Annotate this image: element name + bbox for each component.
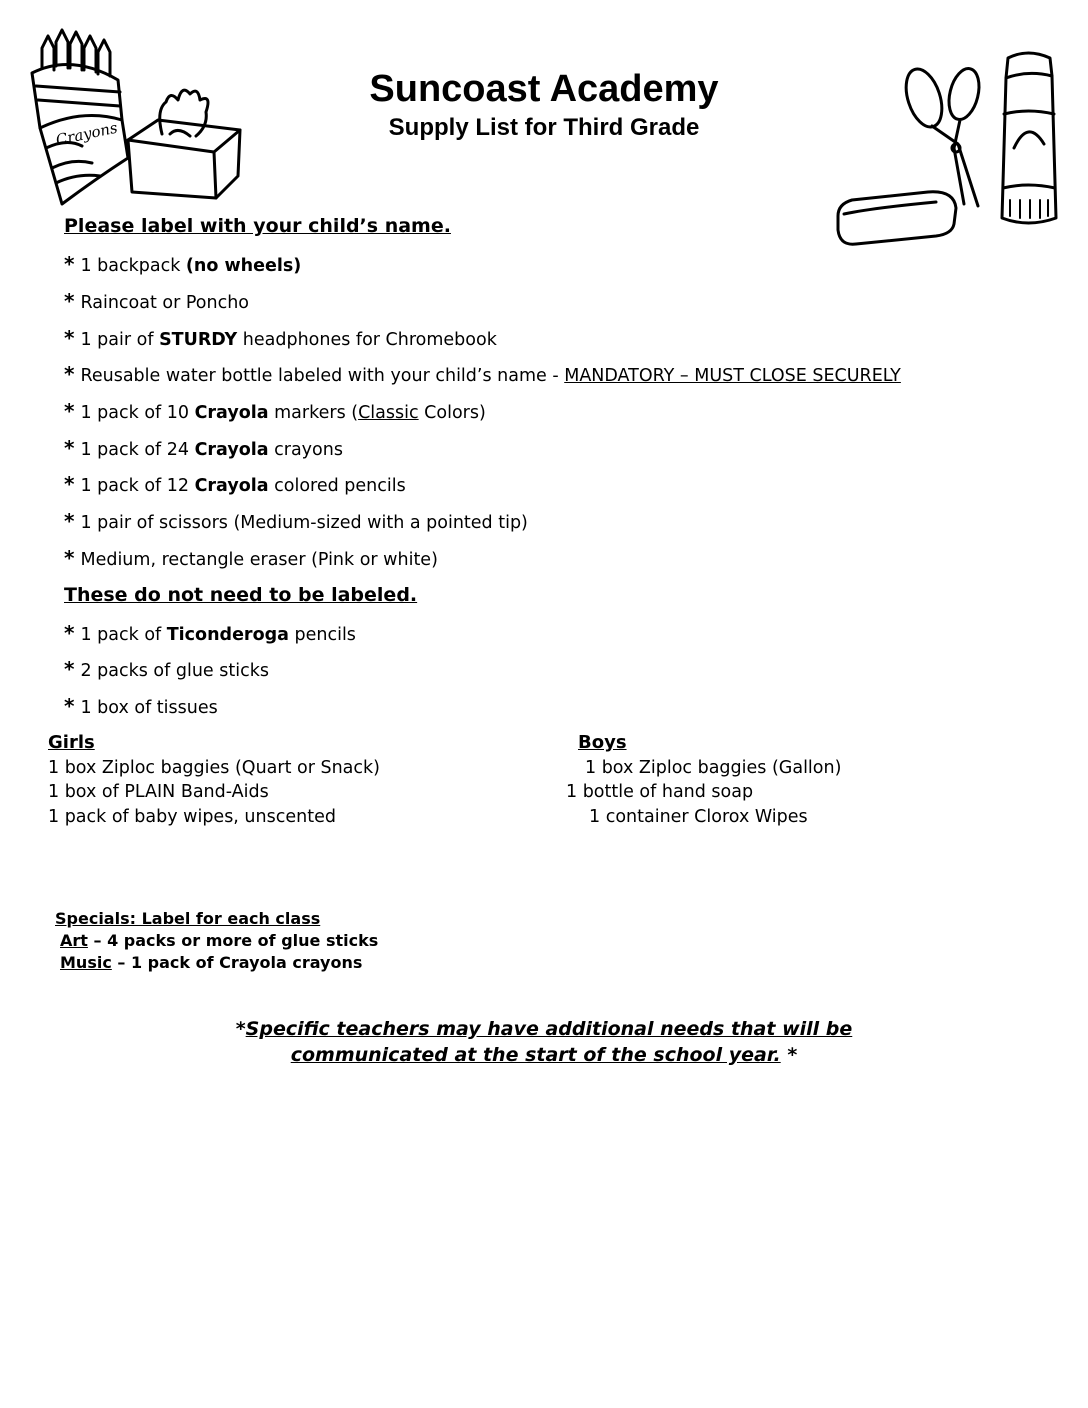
list-item: * 1 pair of STURDY headphones for Chromebook xyxy=(64,326,497,350)
boys-item: 1 container Clorox Wipes xyxy=(589,807,808,827)
crayon-box-icon xyxy=(22,28,132,208)
page-subtitle: Supply List for Third Grade xyxy=(388,114,700,141)
tissue-box-icon xyxy=(118,80,248,200)
boys-item: 1 box Ziploc baggies (Gallon) xyxy=(585,758,842,778)
section1-heading: Please label with your child’s name. xyxy=(64,215,451,237)
girls-heading: Girls xyxy=(48,732,95,753)
girls-item: 1 pack of baby wipes, unscented xyxy=(48,807,336,827)
specials-music: Music – 1 pack of Crayola crayons xyxy=(60,953,363,972)
list-item: * 1 pack of 24 Crayola crayons xyxy=(64,436,343,460)
list-item: * 1 pair of scissors (Medium-sized with a pointed tip) xyxy=(64,509,528,533)
list-item: * Reusable water bottle labeled with your child’s name - MANDATORY – MUST CLOSE SECURELY xyxy=(64,362,901,386)
list-item: * 1 backpack (no wheels) xyxy=(64,252,302,276)
crayon-box-label: Crayons xyxy=(54,118,120,150)
section2-heading: These do not need to be labeled. xyxy=(64,584,418,606)
list-item: * 1 pack of 10 Crayola markers (Classic Colors) xyxy=(64,399,486,423)
glue-stick-icon xyxy=(994,48,1064,234)
list-item: * 1 box of tissues xyxy=(64,694,218,718)
page-title: Suncoast Academy xyxy=(369,68,719,110)
teacher-note-line2: communicated at the start of the school year. * xyxy=(290,1044,798,1066)
teacher-note-line1: *Specific teachers may have additional needs that will be xyxy=(235,1018,853,1040)
list-item: * Raincoat or Poncho xyxy=(64,289,250,313)
list-item: * 2 packs of glue sticks xyxy=(64,657,269,681)
boys-item: 1 bottle of hand soap xyxy=(566,782,754,802)
girls-item: 1 box of PLAIN Band-Aids xyxy=(48,782,269,802)
list-item: * 1 pack of Ticonderoga pencils xyxy=(64,621,356,645)
boys-heading: Boys xyxy=(578,732,627,753)
specials-heading: Specials: Label for each class xyxy=(55,909,321,928)
list-item: * Medium, rectangle eraser (Pink or white) xyxy=(64,546,438,570)
eraser-icon xyxy=(832,186,962,248)
specials-art: Art – 4 packs or more of glue sticks xyxy=(60,931,379,950)
list-item: * 1 pack of 12 Crayola colored pencils xyxy=(64,472,406,496)
girls-item: 1 box Ziploc baggies (Quart or Snack) xyxy=(48,758,380,778)
